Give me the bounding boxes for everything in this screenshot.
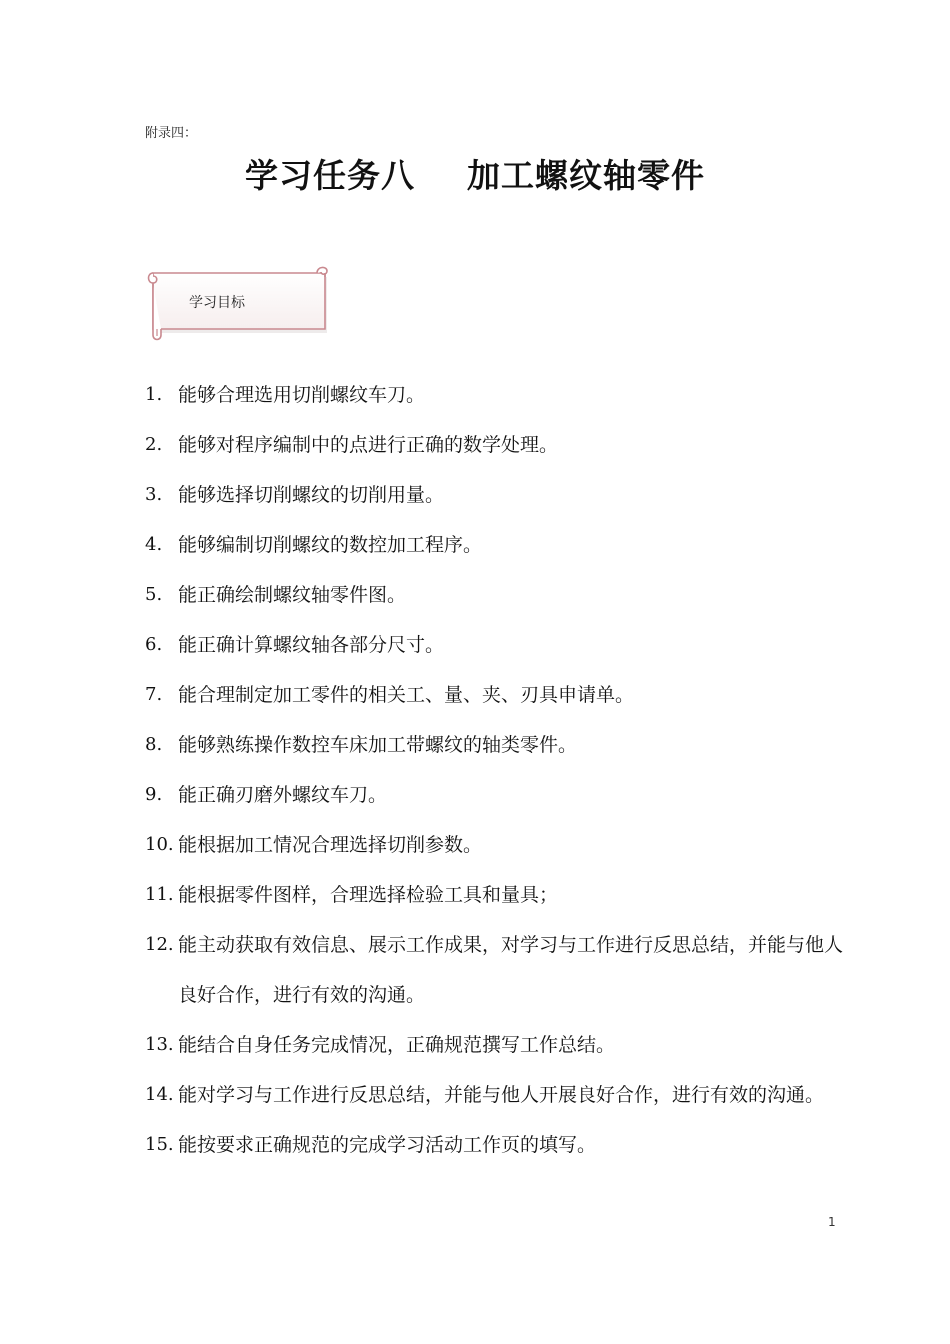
page-number: 1	[828, 1215, 836, 1229]
item-text: 能正确计算螺纹轴各部分尺寸。	[178, 634, 445, 656]
list-item	[145, 670, 845, 720]
page-title	[0, 150, 950, 197]
item-number: 3.	[145, 484, 163, 505]
list-item	[145, 520, 845, 570]
item-text: 能正确绘制螺纹轴零件图。	[178, 584, 407, 606]
item-number: 6.	[145, 634, 163, 655]
item-number: 10.	[145, 834, 174, 855]
item-number: 13.	[145, 1034, 174, 1055]
list-item	[145, 370, 845, 420]
item-number: 4.	[145, 534, 163, 555]
appendix-label: 附录四：	[145, 126, 198, 141]
list-item	[145, 920, 845, 1020]
list-item	[145, 870, 845, 920]
item-text: 能按要求正确规范的完成学习活动工作页的填写。	[178, 1134, 597, 1156]
item-text: 能够对程序编制中的点进行正确的数学处理。	[178, 434, 559, 456]
list-item	[145, 570, 845, 620]
item-number: 11.	[145, 884, 174, 905]
section-label: 学习目标	[189, 295, 245, 311]
item-number: 2.	[145, 434, 163, 455]
item-text: 能够熟练操作数控车床加工带螺纹的轴类零件。	[178, 734, 578, 756]
list-item	[145, 420, 845, 470]
title-part-2: 加工螺纹轴零件	[467, 156, 705, 195]
list-item	[145, 1020, 845, 1070]
item-number: 9.	[145, 784, 163, 805]
item-text: 能对学习与工作进行反思总结，并能与他人开展良好合作，进行有效的沟通。	[178, 1084, 825, 1106]
list-item	[145, 1120, 845, 1170]
list-item	[145, 720, 845, 770]
section-scroll-banner	[145, 263, 331, 343]
list-item	[145, 770, 845, 820]
item-text: 能结合自身任务完成情况，正确规范撰写工作总结。	[178, 1034, 616, 1056]
list-item	[145, 1070, 845, 1120]
item-number: 14.	[145, 1084, 174, 1105]
item-number: 5.	[145, 584, 163, 605]
item-text: 能根据零件图样，合理选择检验工具和量具；	[178, 884, 559, 906]
item-text: 能根据加工情况合理选择切削参数。	[178, 834, 483, 856]
list-item	[145, 470, 845, 520]
item-text: 能够选择切削螺纹的切削用量。	[178, 484, 445, 506]
item-number: 15.	[145, 1134, 174, 1155]
item-text: 能合理制定加工零件的相关工、量、夹、刃具申请单。	[178, 684, 635, 706]
list-item	[145, 620, 845, 670]
list-item	[145, 820, 845, 870]
item-text: 能主动获取有效信息、展示工作成果，对学习与工作进行反思总结，并能与他人良好合作，进行有效的沟通。	[178, 934, 844, 1006]
objectives-list	[145, 370, 845, 1170]
item-number: 8.	[145, 734, 163, 755]
item-text: 能够合理选用切削螺纹车刀。	[178, 384, 426, 406]
title-part-1: 学习任务八	[245, 156, 415, 195]
item-number: 1.	[145, 384, 163, 405]
item-number: 7.	[145, 684, 163, 705]
item-text: 能够编制切削螺纹的数控加工程序。	[178, 534, 483, 556]
item-text: 能正确刃磨外螺纹车刀。	[178, 784, 388, 806]
item-number: 12.	[145, 934, 174, 955]
